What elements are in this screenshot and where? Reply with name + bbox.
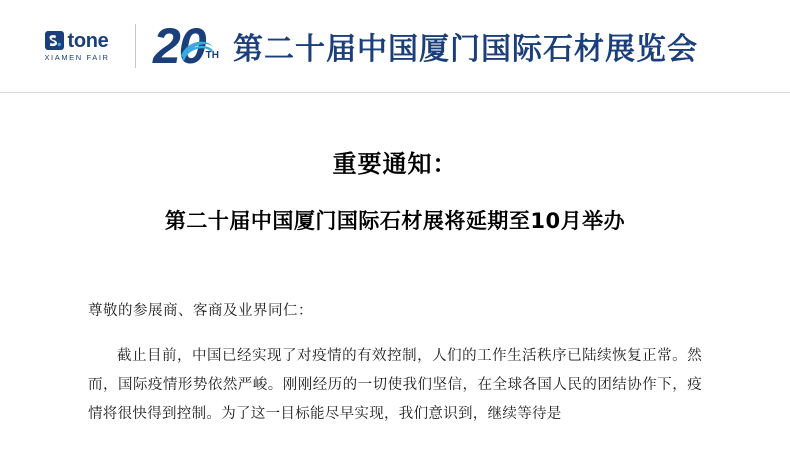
salutation-text: 尊敬的参展商、客商及业界同仁：: [88, 303, 313, 319]
logo-wordmark: [45, 31, 108, 51]
logo-subtitle: XIAMEN FAIR: [44, 52, 110, 62]
banner-title: 第二十届中国厦门国际石材展览会: [232, 32, 698, 67]
anniversary-swoosh-icon: [179, 36, 215, 62]
document-body: [0, 144, 790, 429]
anniversary-mark: [153, 18, 219, 74]
anniversary-ordinal: TH: [205, 50, 219, 61]
stone-s-icon: [45, 31, 64, 50]
body-paragraph-1: 截止目前，中国已经实现了对疫情的有效控制，人们的工作生活秩序已陆续恢复正常。然而，国际疫情形势依然严峻。刚刚经历的一切使我们坚信，在全球各国人民的团结协作下，疫情将很快得到控制。为了这一目标能尽早实现，我们意识到，继续等待是: [88, 348, 702, 422]
page-subtitle: 第二十届中国厦门国际石材展将延期至10月举办: [164, 209, 626, 233]
banner-bottom-rule: [0, 92, 790, 93]
event-banner: [0, 0, 790, 92]
logo-word-text: tone: [67, 29, 109, 52]
banner-content: [34, 18, 698, 74]
banner-vertical-divider: [135, 24, 136, 68]
page-title: 重要通知：: [332, 150, 458, 178]
stone-xiamen-fair-logo: [34, 31, 120, 62]
anniversary-number: 20: [153, 18, 205, 74]
